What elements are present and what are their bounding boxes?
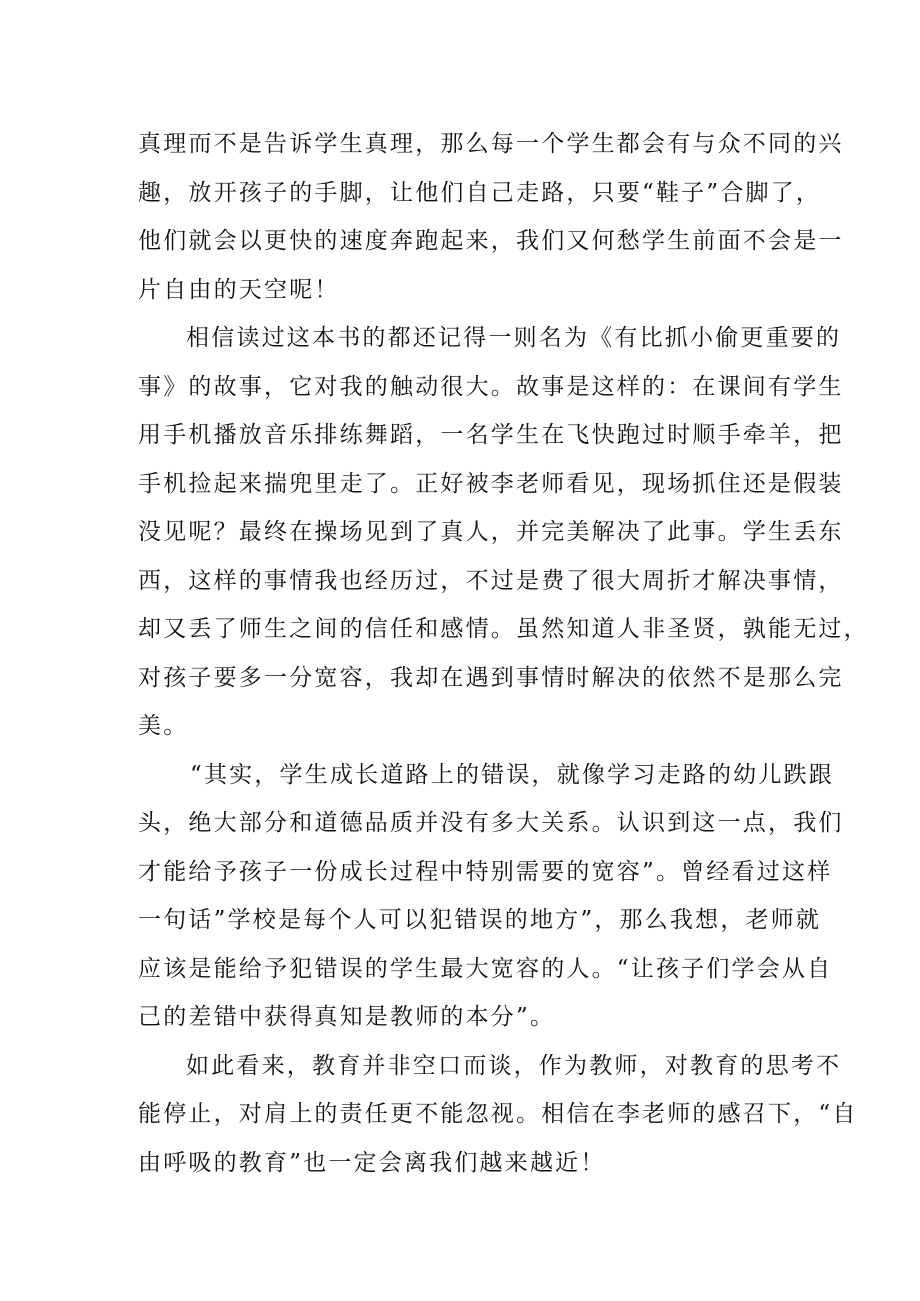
paragraph-2-line-6: 西，这样的事情我也经历过，不过是费了很大周折才解决事情， [138, 567, 844, 594]
paragraph-1-line-2: 趣，放开孩子的手脚，让他们自己走路，只要“鞋子”合脚了， [138, 179, 822, 206]
paragraph-2-line-9: 美。 [138, 713, 189, 739]
paragraph-3-line-6: 己的差错中获得真知是教师的本分”。 [138, 1004, 556, 1030]
paragraph-3-line-2: 头，绝大部分和道德品质并没有多大关系。认识到这一点，我们 [138, 810, 844, 836]
paragraph-2-line-4: 手机捡起来揣兜里走了。正好被李老师看见，现场抓住还是假装 [138, 470, 844, 497]
paragraph-3 [138, 751, 844, 1042]
paragraph-3-line-1: “其实，学生成长道路上的错误，就像学习走路的幼儿跌跟 [190, 761, 834, 788]
paragraph-2-line-5: 没见呢？最终在操场见到了真人，并完美解决了此事。学生丢东 [138, 519, 844, 545]
paragraph-1-line-4: 片自由的天空呢！ [138, 276, 340, 303]
paragraph-2-line-8: 对孩子要多一分宽容，我却在遇到事情时解决的依然不是那么完 [138, 664, 844, 691]
paragraph-2-line-7: 却又丢了师生之间的信任和感情。虽然知道人非圣贤，孰能无过， [138, 616, 869, 642]
paragraph-2-line-2: 事》的故事，它对我的触动很大。故事是这样的：在课间有学生 [138, 373, 844, 400]
paragraph-3-line-4: 一句话”学校是每个人可以犯错误的地方”，那么我想，老师就 [138, 907, 822, 933]
paragraph-4-line-2: 能停止，对肩上的责任更不能忽视。相信在李老师的感召下，“自 [138, 1101, 858, 1127]
paragraph-1-line-1: 真理而不是告诉学生真理，那么每一个学生都会有与众不同的兴 [138, 131, 844, 157]
paragraph-3-line-5: 应该是能给予犯错误的学生最大宽容的人。“让孩子们学会从自 [138, 955, 833, 982]
paragraph-1 [138, 120, 844, 314]
paragraph-4-line-1: 如此看来，教育并非空口而谈，作为教师，对教育的思考不 [186, 1052, 842, 1079]
paragraph-1-line-3: 他们就会以更快的速度奔跑起来，我们又何愁学生前面不会是一 [138, 228, 844, 254]
paragraph-2-line-3: 用手机播放音乐排练舞蹈，一名学生在飞快跑过时顺手牵羊，把 [138, 422, 844, 448]
paragraph-4 [138, 1042, 858, 1188]
document-body [138, 120, 869, 1187]
paragraph-4-line-3: 由呼吸的教育”也一定会离我们越来越近！ [138, 1149, 606, 1176]
paragraph-2-line-1: 相信读过这本书的都还记得一则名为《有比抓小偷更重要的 [186, 325, 842, 351]
paragraph-2 [138, 314, 869, 751]
paragraph-3-line-3: 才能给予孩子一份成长过程中特别需要的宽容”。曾经看过这样 [138, 858, 833, 885]
